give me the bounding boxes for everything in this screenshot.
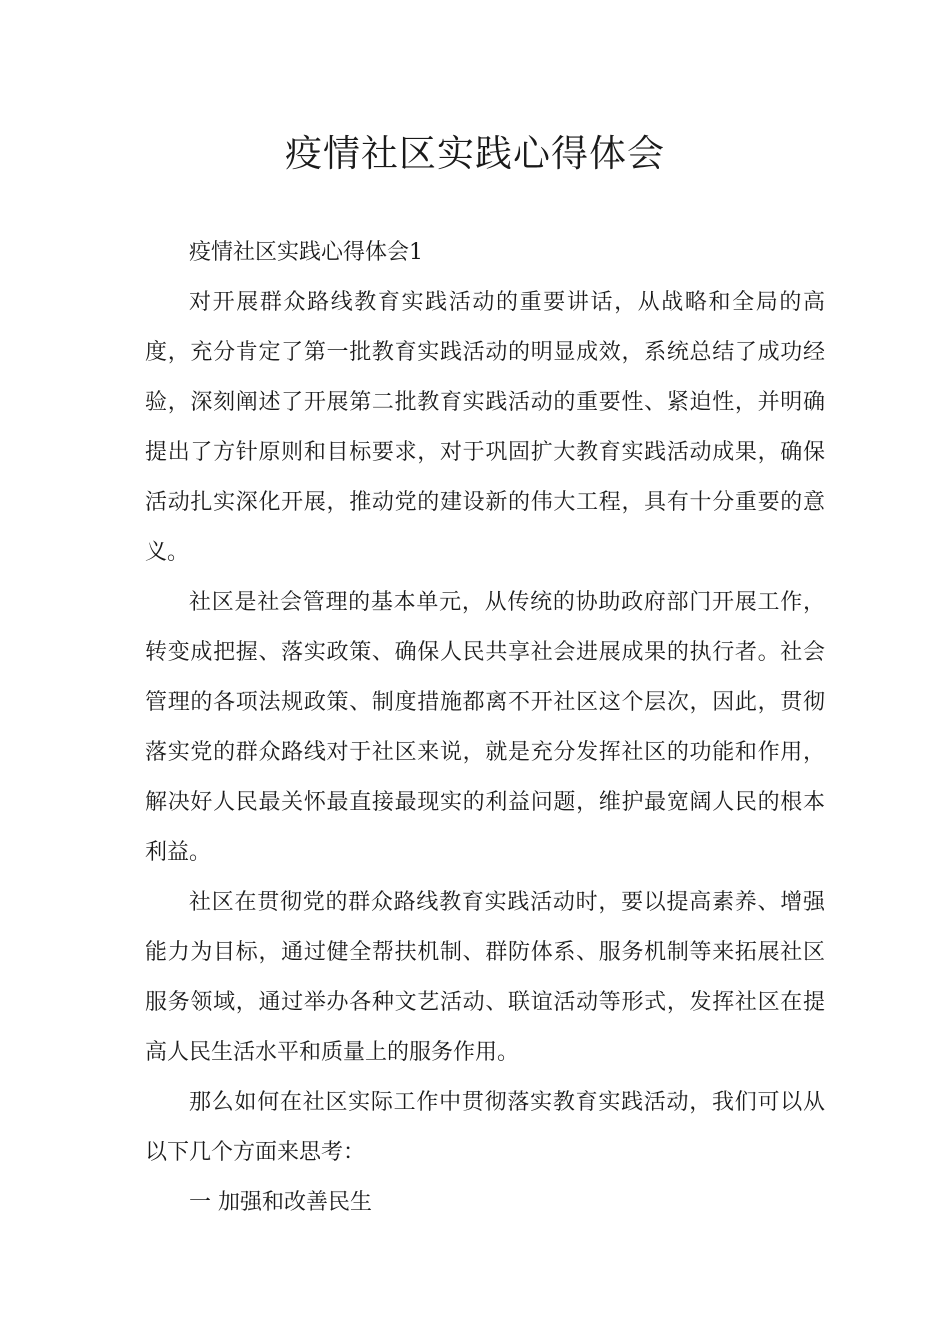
paragraph-4: 那么如何在社区实际工作中贯彻落实教育实践活动，我们可以从以下几个方面来思考：: [145, 1090, 825, 1165]
paragraph-1: 对开展群众路线教育实践活动的重要讲话，从战略和全局的高度，充分肯定了第一批教育实践活动的明显成效，系统总结了成功经验，深刻阐述了开展第二批教育实践活动的重要性、紧迫性，并明确提出了方针原则和目标要求，对于巩固扩大教育实践活动成果，确保活动扎实深化开展，推动党的建设新的伟大工程，具有十分重要的意义。: [145, 290, 825, 565]
section-heading-1: 一 加强和改善民生: [189, 1190, 372, 1215]
document-title: 疫情社区实践心得体会: [285, 132, 665, 175]
paragraph-3: 社区在贯彻党的群众路线教育实践活动时，要以提高素养、增强能力为目标，通过健全帮扶机制、群防体系、服务机制等来拓展社区服务领域，通过举办各种文艺活动、联谊活动等形式，发挥社区在提高人民生活水平和质量上的服务作用。: [145, 890, 825, 1065]
paragraph-subtitle: 疫情社区实践心得体会1: [189, 240, 423, 265]
document-body: [145, 228, 825, 1228]
paragraph-2: 社区是社会管理的基本单元，从传统的协助政府部门开展工作，转变成把握、落实政策、确保人民共享社会进展成果的执行者。社会管理的各项法规政策、制度措施都离不开社区这个层次，因此，贯彻落实党的群众路线对于社区来说，就是充分发挥社区的功能和作用，解决好人民最关怀最直接最现实的利益问题，维护最宽阔人民的根本利益。: [145, 590, 825, 865]
